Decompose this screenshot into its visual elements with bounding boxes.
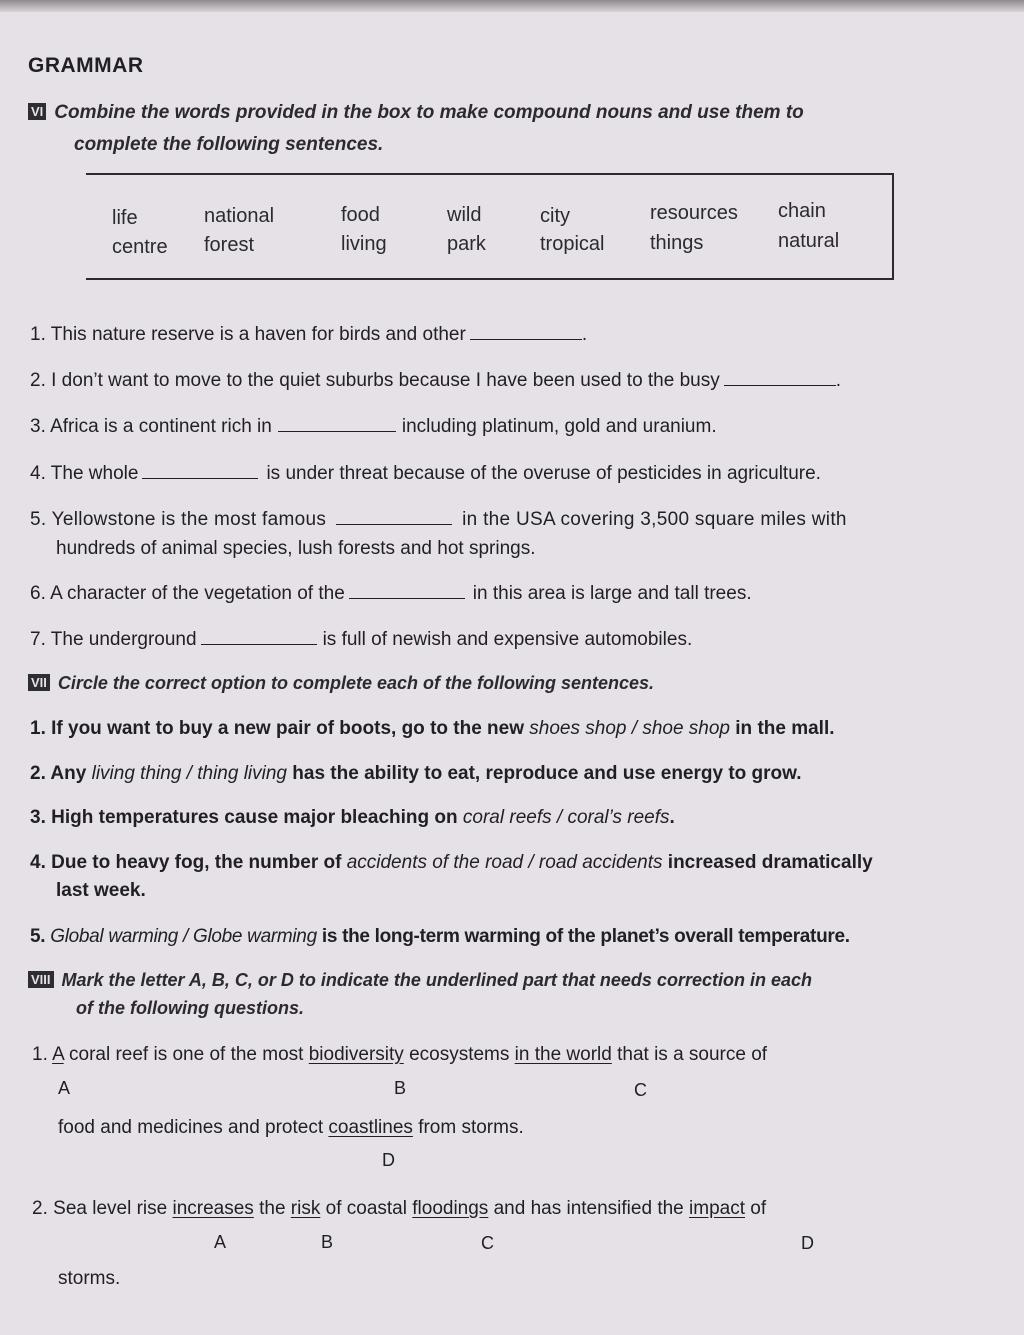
word-box-item: living [341, 233, 387, 255]
label-a: A [214, 1232, 227, 1252]
page-top-edge [0, 0, 1024, 12]
question-8-1: 1. A coral reef is one of the most biodiversity ecosystems in the world that is a source of [32, 1044, 768, 1065]
underlined-part-a[interactable]: A [52, 1044, 64, 1065]
option-choice[interactable]: living thing / thing living [91, 763, 287, 784]
question-6-4: 4. The whole is under threat because of the overuse of pesticides in agriculture. [30, 463, 821, 484]
label-a: A [58, 1078, 71, 1098]
word-box-item: forest [204, 234, 255, 256]
underlined-part-a[interactable]: increases [172, 1198, 254, 1219]
section-8-instruction: VIII Mark the letter A, B, C, or D to indicate the underlined part that needs correction in each [28, 970, 812, 991]
answer-blank[interactable] [349, 585, 465, 599]
section-6-number: VI [28, 103, 46, 120]
word-box-item: resources [650, 202, 738, 224]
underlined-part-c[interactable]: floodings [412, 1198, 489, 1219]
option-choice[interactable]: shoes shop / shoe shop [529, 718, 730, 739]
question-6-5-cont: hundreds of animal species, lush forests and hot springs. [56, 538, 536, 559]
question-8-2-cont: storms. [58, 1268, 121, 1289]
answer-blank[interactable] [201, 631, 317, 645]
question-6-3: 3. Africa is a continent rich in including platinum, gold and uranium. [30, 416, 717, 437]
question-7-4: 4. Due to heavy fog, the number of accidents of the road / road accidents increased dramatically [30, 852, 873, 873]
label-c: C [481, 1233, 494, 1253]
section-8-instruction-cont: of the following questions. [76, 998, 304, 1018]
word-box-item: chain [778, 200, 826, 222]
word-box-item: food [341, 204, 380, 226]
underlined-part-d[interactable]: impact [689, 1198, 745, 1219]
underlined-part-d[interactable]: coastlines [328, 1117, 413, 1138]
word-box-item: life [112, 207, 138, 229]
underlined-part-c[interactable]: in the world [514, 1044, 612, 1065]
word-box-item: things [650, 232, 704, 254]
section-8-number: VIII [28, 971, 54, 988]
section-7-instruction: VII Circle the correct option to complete each of the following sentences. [28, 673, 654, 694]
question-7-4-cont: last week. [56, 880, 146, 901]
question-7-3: 3. High temperatures cause major bleaching on coral reefs / coral’s reefs. [30, 807, 675, 828]
label-d: D [801, 1233, 814, 1253]
word-box-item: tropical [540, 233, 605, 255]
answer-blank[interactable] [336, 511, 452, 525]
option-choice[interactable]: coral reefs / coral’s reefs [462, 807, 670, 828]
label-b: B [321, 1232, 334, 1252]
label-c: C [634, 1080, 647, 1100]
word-box-item: wild [447, 204, 482, 226]
question-6-1: 1. This nature reserve is a haven for birds and other . [30, 324, 588, 345]
question-7-5: 5. Global warming / Globe warming is the long-term warming of the planet’s overall temperature. [30, 926, 850, 947]
answer-blank[interactable] [470, 326, 582, 340]
option-choice[interactable]: Global warming / Globe warming [50, 926, 317, 947]
question-6-5: 5. Yellowstone is the most famous in the USA covering 3,500 square miles with [30, 509, 847, 530]
answer-blank[interactable] [278, 418, 396, 432]
question-7-1: 1. If you want to buy a new pair of boots, go to the new shoes shop / shoe shop in the mall. [30, 718, 835, 739]
word-box-item: city [540, 205, 570, 227]
question-7-2: 2. Any living thing / thing living has the ability to eat, reproduce and use energy to grow. [30, 763, 802, 784]
question-6-6: 6. A character of the vegetation of the in this area is large and tall trees. [30, 583, 752, 604]
page-title: GRAMMAR [28, 54, 144, 77]
question-6-2: 2. I don’t want to move to the quiet suburbs because I have been used to the busy . [30, 370, 842, 391]
word-box-item: park [447, 233, 486, 255]
question-8-1-cont: food and medicines and protect coastlines from storms. [58, 1117, 524, 1138]
label-d: D [382, 1150, 395, 1170]
word-box-item: natural [778, 230, 840, 252]
answer-blank[interactable] [142, 465, 258, 479]
option-choice[interactable]: accidents of the road / road accidents [346, 852, 663, 873]
question-6-7: 7. The underground is full of newish and expensive automobiles. [30, 629, 693, 650]
word-box-item: centre [112, 236, 168, 258]
underlined-part-b[interactable]: biodiversity [308, 1044, 404, 1065]
question-8-2: 2. Sea level rise increases the risk of coastal floodings and has intensified the impact of [32, 1198, 767, 1219]
word-box-item: national [204, 205, 275, 227]
answer-blank[interactable] [724, 372, 836, 386]
section-6-instruction-cont: complete the following sentences. [74, 134, 384, 155]
underlined-part-b[interactable]: risk [290, 1198, 321, 1219]
section-7-number: VII [28, 674, 50, 691]
section-6-instruction: VI Combine the words provided in the box to make compound nouns and use them to [28, 102, 804, 124]
label-b: B [394, 1078, 407, 1098]
